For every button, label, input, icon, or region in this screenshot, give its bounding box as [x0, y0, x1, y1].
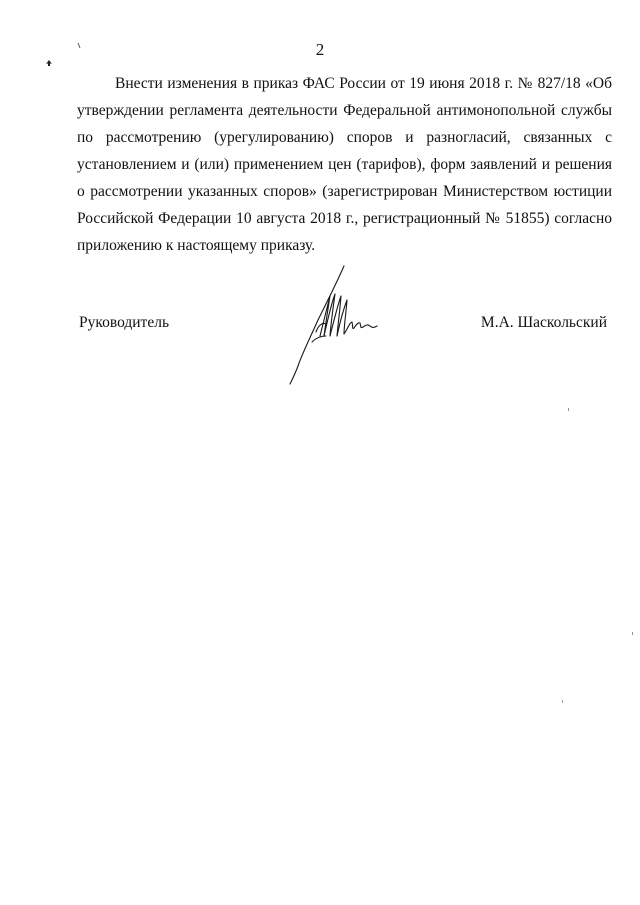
signatory-title: Руководитель: [79, 314, 170, 331]
signatory-name: М.А. Шаскольский: [480, 314, 607, 331]
scan-artifact: [568, 408, 569, 411]
scan-artifact: [562, 700, 563, 703]
handwritten-signature-icon: [282, 262, 392, 390]
page-number: 2: [315, 40, 325, 59]
order-paragraph: Внести изменения в приказ ФАС России от 19 июня 2018 г. № 827/18 «Об утверждении регламента деятельности Федеральной антимонопольной службы по рассмотрению (урегулированию) споров и разногласий, связанных с установлением и (или) применением цен (тарифов), форм заявлений и решения о рассмотрении указанных споров» (зарегистрирован Министерством юстиции Российской Федерации 10 августа 2018 г., регистрационный № 51855) согласно приложению к настоящему приказу.: [77, 75, 612, 254]
scan-artifact: [632, 632, 633, 635]
